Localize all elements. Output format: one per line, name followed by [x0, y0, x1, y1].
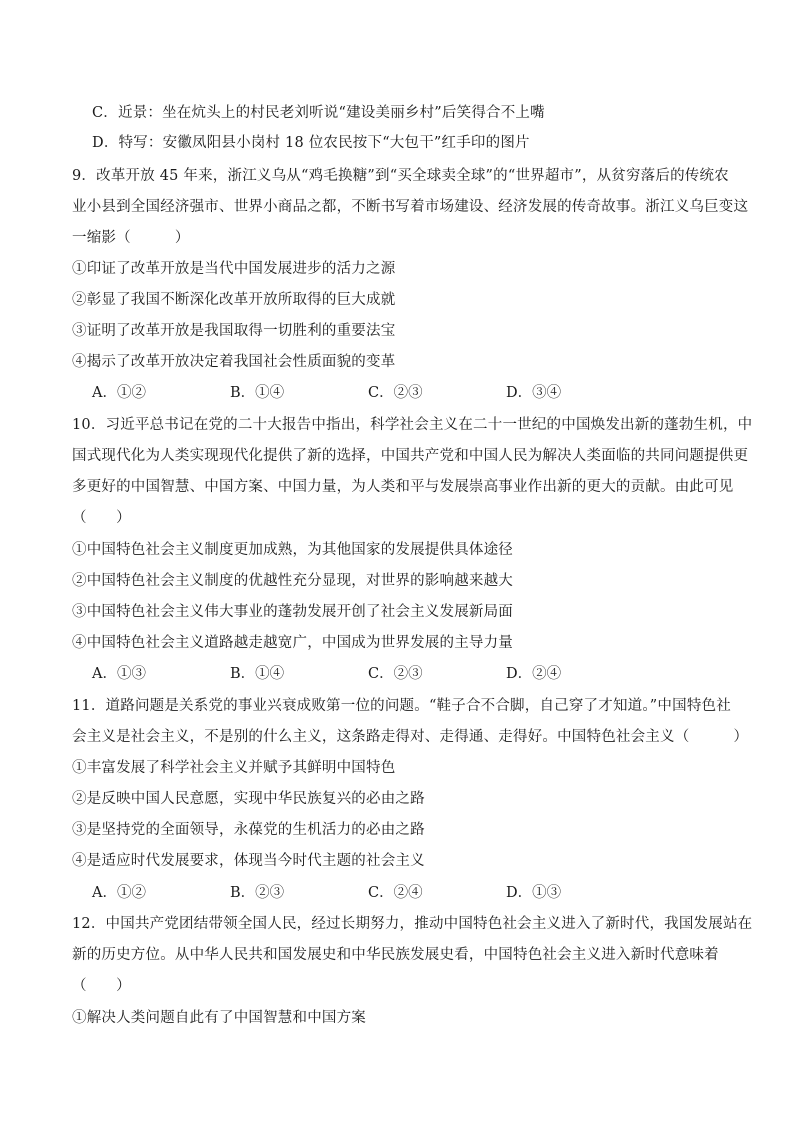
option-a: A．①③ — [92, 666, 146, 682]
question-11-stem: 会主义是社会主义，不是别的什么主义，这条路走得对、走得通、走得好。中国特色社会主义（ ） — [72, 729, 749, 745]
option-b: B．①④ — [230, 666, 285, 682]
statement-item: ①解决人类问题自此有了中国智慧和中国方案 — [72, 1010, 366, 1026]
option-d: D．③④ — [506, 385, 562, 401]
option-a: A．①② — [92, 385, 146, 401]
option-line-c: C．近景：坐在炕头上的村民老刘听说“建设美丽乡村”后笑得合不上嘴 — [92, 105, 545, 121]
question-9-stem: 9．改革开放 45 年来，浙江义乌从“鸡毛换糖”到“买全球卖全球”的“世界超市”，从贫穷落后的传统农 — [72, 168, 729, 184]
statement-item: ③中国特色社会主义伟大事业的蓬勃发展开创了社会主义发展新局面 — [72, 604, 513, 620]
question-10-stem: 10．习近平总书记在党的二十大报告中指出，科学社会主义在二十一世纪的中国焕发出新的蓬勃生机，中 — [72, 417, 753, 433]
question-11-options — [92, 883, 652, 903]
statement-item: ③证明了改革开放是我国取得一切胜利的重要法宝 — [72, 323, 396, 339]
question-12-stem: 12．中国共产党团结带领全国人民，经过长期努力，推动中国特色社会主义进入了新时代，我国发展站在 — [72, 916, 753, 932]
option-b: B．②③ — [230, 885, 285, 901]
statement-item: ②是反映中国人民意愿，实现中华民族复兴的必由之路 — [72, 791, 425, 807]
question-9-stem: 业小县到全国经济强市、世界小商品之都，不断书写着市场建设、经济发展的传奇故事。浙江义乌巨变这 — [72, 199, 749, 215]
statement-item: ③是坚持党的全面领导，永葆党的生机活力的必由之路 — [72, 822, 425, 838]
option-b: B．①④ — [230, 385, 285, 401]
statement-item: ④揭示了改革开放决定着我国社会性质面貌的变革 — [72, 354, 396, 370]
question-9-stem: 一缩影（ ） — [72, 230, 190, 246]
option-c: C．②④ — [368, 885, 423, 901]
statement-item: ②中国特色社会主义制度的优越性充分显现，对世界的影响越来越大 — [72, 573, 513, 589]
statement-item: ④是适应时代发展要求，体现当今时代主题的社会主义 — [72, 853, 425, 869]
question-12-stem: 新的历史方位。从中华人民共和国发展史和中华民族发展史看，中国特色社会主义进入新时代意味着 — [72, 947, 719, 963]
statement-item: ①中国特色社会主义制度更加成熟，为其他国家的发展提供具体途径 — [72, 542, 513, 558]
question-11-stem: 11．道路问题是关系党的事业兴衰成败第一位的问题。“鞋子合不合脚，自己穿了才知道。”中国特色社 — [72, 698, 731, 714]
question-10-stem: 多更好的中国智慧、中国方案、中国力量，为人类和平与发展崇高事业作出新的更大的贡献。由此可见 — [72, 479, 734, 495]
question-9-options — [92, 383, 652, 403]
option-a: A．①② — [92, 885, 146, 901]
option-d: D．①③ — [506, 885, 562, 901]
question-10-stem: 国式现代化为人类实现现代化提供了新的选择，中国共产党和中国人民为解决人类面临的共同问题提供更 — [72, 448, 749, 464]
statement-item: ②彰显了我国不断深化改革开放所取得的巨大成就 — [72, 292, 396, 308]
question-10-stem: （ ） — [72, 510, 131, 526]
option-d: D．②④ — [506, 666, 562, 682]
option-c: C．②③ — [368, 666, 423, 682]
question-10-options — [92, 664, 652, 684]
option-line-d: D．特写：安徽凤阳县小岗村 18 位农民按下“大包干”红手印的图片 — [92, 135, 530, 151]
question-12-stem: （ ） — [72, 978, 131, 994]
option-c: C．②③ — [368, 385, 423, 401]
statement-item: ④中国特色社会主义道路越走越宽广，中国成为世界发展的主导力量 — [72, 635, 513, 651]
statement-item: ①印证了改革开放是当代中国发展进步的活力之源 — [72, 261, 396, 277]
statement-item: ①丰富发展了科学社会主义并赋予其鲜明中国特色 — [72, 760, 396, 776]
